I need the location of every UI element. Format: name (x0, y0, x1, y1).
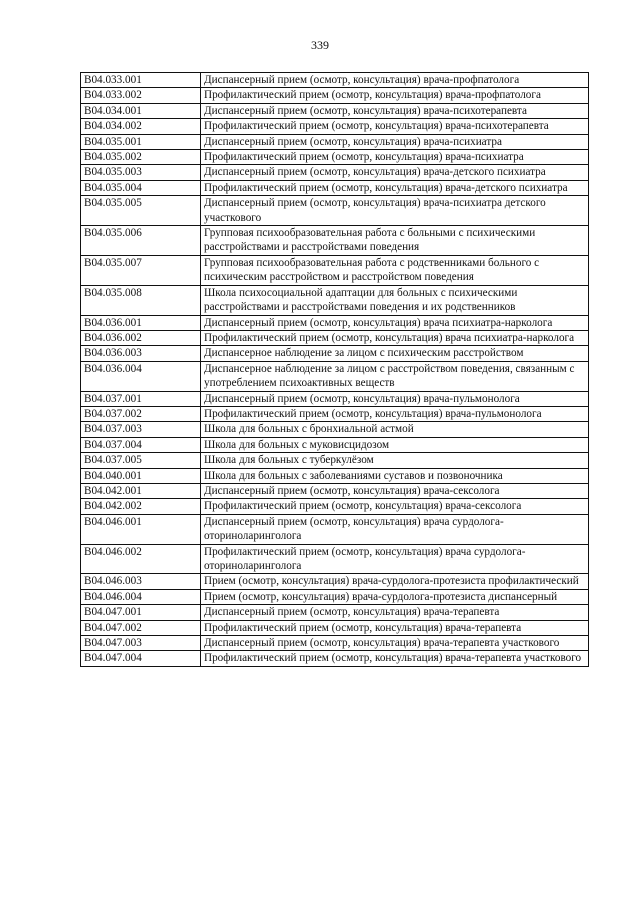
service-name: Школа для больных с муковисцидозом (201, 437, 589, 452)
service-code: B04.047.003 (81, 636, 201, 651)
table-row (81, 346, 589, 361)
service-code: B04.036.001 (81, 315, 201, 330)
service-name: Профилактический прием (осмотр, консультация) врача-сексолога (201, 499, 589, 514)
service-name: Диспансерный прием (осмотр, консультация) врача сурдолога-оториноларинголога (201, 514, 589, 544)
table-row (81, 315, 589, 330)
table-row (81, 330, 589, 345)
service-name: Профилактический прием (осмотр, консультация) врача-детского психиатра (201, 180, 589, 195)
table-row (81, 285, 589, 315)
table-row (81, 196, 589, 226)
services-table (80, 72, 589, 667)
service-code: B04.042.002 (81, 499, 201, 514)
service-code: B04.046.002 (81, 544, 201, 574)
table-row (81, 651, 589, 666)
service-code: B04.034.001 (81, 103, 201, 118)
service-name: Профилактический прием (осмотр, консультация) врача-пульмонолога (201, 406, 589, 421)
service-name: Профилактический прием (осмотр, консультация) врача-психотерапевта (201, 119, 589, 134)
service-code: B04.035.006 (81, 226, 201, 256)
service-name: Диспансерное наблюдение за лицом с расстройством поведения, связанным с употреблением психоактивных веществ (201, 361, 589, 391)
table-row (81, 422, 589, 437)
service-code: B04.036.002 (81, 330, 201, 345)
service-code: B04.046.003 (81, 574, 201, 589)
table-row (81, 165, 589, 180)
table-row (81, 134, 589, 149)
service-code: B04.035.008 (81, 285, 201, 315)
service-code: B04.034.002 (81, 119, 201, 134)
service-name: Школа для больных с туберкулёзом (201, 453, 589, 468)
page-number: 339 (311, 38, 329, 52)
service-code: B04.033.002 (81, 88, 201, 103)
service-name: Диспансерный прием (осмотр, консультация) врача-терапевта участкового (201, 636, 589, 651)
service-name: Профилактический прием (осмотр, консультация) врача психиатра-нарколога (201, 330, 589, 345)
service-code: B04.036.004 (81, 361, 201, 391)
table-row (81, 361, 589, 391)
service-code: B04.037.001 (81, 391, 201, 406)
table-row (81, 119, 589, 134)
service-code: B04.037.003 (81, 422, 201, 437)
service-code: B04.035.003 (81, 165, 201, 180)
table-row (81, 88, 589, 103)
service-code: B04.035.007 (81, 255, 201, 285)
service-name: Прием (осмотр, консультация) врача-сурдолога-протезиста профилактический (201, 574, 589, 589)
service-name: Школа для больных с бронхиальной астмой (201, 422, 589, 437)
service-name: Диспансерный прием (осмотр, консультация) врача-детского психиатра (201, 165, 589, 180)
table-row (81, 468, 589, 483)
table-row (81, 103, 589, 118)
service-name: Профилактический прием (осмотр, консультация) врача-терапевта (201, 620, 589, 635)
service-name: Профилактический прием (осмотр, консультация) врача сурдолога-оториноларинголога (201, 544, 589, 574)
service-code: B04.035.002 (81, 150, 201, 165)
table-row (81, 180, 589, 195)
service-code: B04.047.001 (81, 605, 201, 620)
service-name: Диспансерный прием (осмотр, консультация) врача-сексолога (201, 483, 589, 498)
service-code: B04.035.005 (81, 196, 201, 226)
table-row (81, 437, 589, 452)
service-name: Профилактический прием (осмотр, консультация) врача-профпатолога (201, 88, 589, 103)
table-row (81, 226, 589, 256)
table-row (81, 391, 589, 406)
service-name: Прием (осмотр, консультация) врача-сурдолога-протезиста диспансерный (201, 589, 589, 604)
service-code: B04.042.001 (81, 483, 201, 498)
service-code: B04.046.004 (81, 589, 201, 604)
service-name: Диспансерный прием (осмотр, консультация) врача-психиатра детского участкового (201, 196, 589, 226)
service-name: Школа для больных с заболеваниями суставов и позвоночника (201, 468, 589, 483)
service-code: B04.036.003 (81, 346, 201, 361)
service-name: Диспансерный прием (осмотр, консультация) врача-пульмонолога (201, 391, 589, 406)
table-row (81, 514, 589, 544)
service-code: B04.046.001 (81, 514, 201, 544)
table-row (81, 406, 589, 421)
service-name: Диспансерный прием (осмотр, консультация) врача-профпатолога (201, 73, 589, 88)
service-code: B04.037.004 (81, 437, 201, 452)
service-name: Диспансерный прием (осмотр, консультация) врача-терапевта (201, 605, 589, 620)
service-name: Диспансерный прием (осмотр, консультация) врача-психотерапевта (201, 103, 589, 118)
table-row (81, 620, 589, 635)
table-row (81, 605, 589, 620)
service-code: B04.033.001 (81, 73, 201, 88)
service-name: Групповая психообразовательная работа с больными с психическими расстройствами и расстройствами поведения (201, 226, 589, 256)
service-code: B04.047.004 (81, 651, 201, 666)
services-table-body (81, 73, 589, 667)
service-name: Школа психосоциальной адаптации для больных с психическими расстройствами и расстройствами поведения и их родственников (201, 285, 589, 315)
service-name: Профилактический прием (осмотр, консультация) врача-психиатра (201, 150, 589, 165)
service-code: B04.037.002 (81, 406, 201, 421)
service-code: B04.035.001 (81, 134, 201, 149)
table-row (81, 73, 589, 88)
service-code: B04.040.001 (81, 468, 201, 483)
table-row (81, 453, 589, 468)
service-name: Групповая психообразовательная работа с родственниками больного с психическим расстройством и расстройством поведения (201, 255, 589, 285)
service-code: B04.047.002 (81, 620, 201, 635)
table-row (81, 499, 589, 514)
table-row (81, 589, 589, 604)
table-row (81, 636, 589, 651)
service-name: Диспансерное наблюдение за лицом с психическим расстройством (201, 346, 589, 361)
service-name: Диспансерный прием (осмотр, консультация) врача психиатра-нарколога (201, 315, 589, 330)
table-row (81, 150, 589, 165)
table-row (81, 544, 589, 574)
table-row (81, 483, 589, 498)
service-code: B04.037.005 (81, 453, 201, 468)
table-row (81, 255, 589, 285)
table-row (81, 574, 589, 589)
service-code: B04.035.004 (81, 180, 201, 195)
service-name: Профилактический прием (осмотр, консультация) врача-терапевта участкового (201, 651, 589, 666)
service-name: Диспансерный прием (осмотр, консультация) врача-психиатра (201, 134, 589, 149)
